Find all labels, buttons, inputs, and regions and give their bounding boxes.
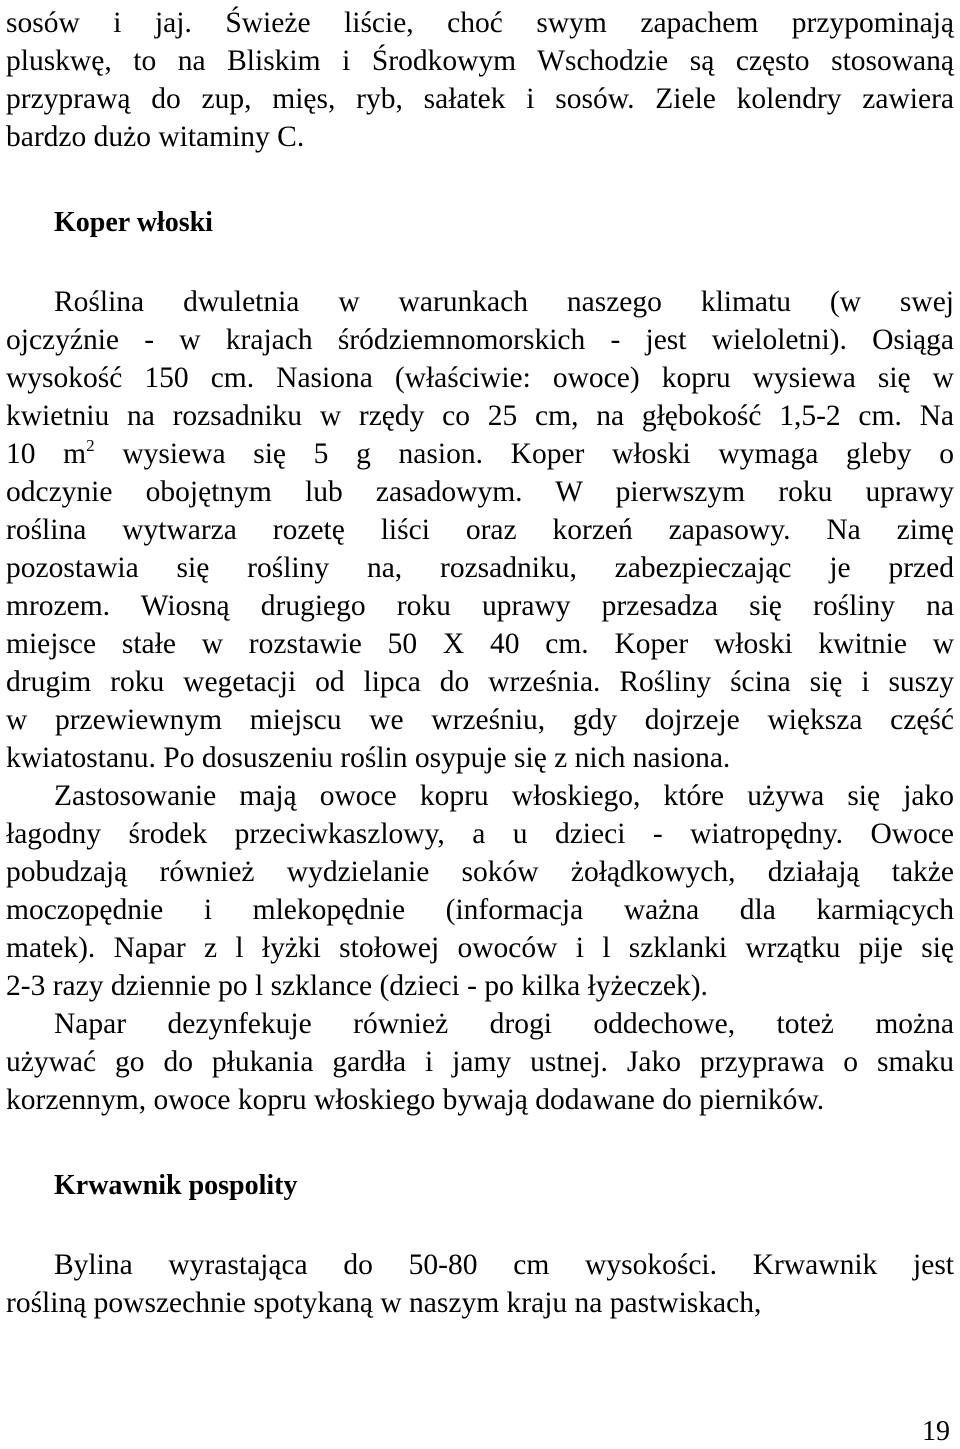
text-line: Roślina dwuletnia w warunkach naszego klimatu (w swej	[54, 286, 954, 318]
page-number: 19	[922, 1416, 950, 1447]
text-line: rośliną powszechnie spotykaną w naszym kraju na pastwiskach,	[6, 1287, 762, 1319]
text-line-with-superscript	[6, 435, 954, 473]
text-line: miejsce stałe w rozstawie 50 X 40 cm. Koper włoski kwitnie w	[6, 628, 954, 660]
document-page	[6, 4, 954, 1322]
text-line: używać go do płukania gardła i jamy ustnej. Jako przyprawa o smaku	[6, 1046, 954, 1078]
text-line: korzennym, owoce kopru włoskiego bywają dodawane do pierników.	[6, 1084, 825, 1116]
section-heading-koper: Koper włoski	[54, 207, 213, 238]
text-line: roślina wytwarza rozetę liści oraz korzeń zapasowy. Na zimę	[6, 514, 954, 546]
text-line: 2-3 razy dziennie po l szklance (dzieci - po kilka łyżeczek).	[6, 970, 708, 1002]
text-line: łagodny środek przeciwkaszlowy, a u dzieci - wiatropędny. Owoce	[6, 818, 954, 850]
text-fragment: wysiewa się 5 g nasion. Koper włoski wymaga gleby o	[94, 438, 954, 470]
text-line: drugim roku wegetacji od lipca do września. Rośliny ścina się i suszy	[6, 666, 954, 698]
text-line: pluskwę, to na Bliskim i Środkowym Wschodzie są często stosowaną	[6, 45, 954, 77]
koper-paragraph-2	[6, 777, 954, 1005]
section-heading-krwawnik: Krwawnik pospolity	[54, 1170, 298, 1201]
koper-paragraph-1	[6, 283, 954, 777]
text-fragment: 10 m	[6, 438, 87, 470]
krwawnik-paragraph-1	[6, 1246, 954, 1322]
koper-paragraph-3	[6, 1005, 954, 1119]
superscript: 2	[86, 436, 95, 455]
text-line: pobudzają również wydzielanie soków żołądkowych, działają także	[6, 856, 954, 888]
text-line: Napar dezynfekuje również drogi oddechowe, toteż można	[54, 1008, 954, 1040]
text-line: pozostawia się rośliny na, rozsadniku, zabezpieczając je przed	[6, 552, 954, 584]
intro-paragraph	[6, 4, 954, 156]
text-line: moczopędnie i mlekopędnie (informacja ważna dla karmiących	[6, 894, 954, 926]
text-line: wysokość 150 cm. Nasiona (właściwie: owoce) kopru wysiewa się w	[6, 362, 954, 394]
text-line: przyprawą do zup, mięs, ryb, sałatek i sosów. Ziele kolendry zawiera	[6, 83, 954, 115]
text-line: w przewiewnym miejscu we wrześniu, gdy dojrzeje większa część	[6, 704, 954, 736]
text-line: bardzo dużo witaminy C.	[6, 121, 305, 153]
text-line: sosów i jaj. Świeże liście, choć swym zapachem przypominają	[6, 7, 954, 39]
text-line: odczynie obojętnym lub zasadowym. W pierwszym roku uprawy	[6, 476, 954, 508]
text-line: matek). Napar z l łyżki stołowej owoców i l szklanki wrzątku pije się	[6, 932, 954, 964]
text-line: Zastosowanie mają owoce kopru włoskiego, które używa się jako	[54, 780, 954, 812]
text-line: kwietniu na rozsadniku w rzędy co 25 cm, na głębokość 1,5-2 cm. Na	[6, 400, 954, 432]
text-line: ojczyźnie - w krajach śródziemnomorskich - jest wieloletni). Osiąga	[6, 324, 954, 356]
text-line: kwiatostanu. Po dosuszeniu roślin osypuje się z nich nasiona.	[6, 742, 731, 774]
text-line: mrozem. Wiosną drugiego roku uprawy przesadza się rośliny na	[6, 590, 954, 622]
text-line: Bylina wyrastająca do 50-80 cm wysokości. Krwawnik jest	[54, 1249, 954, 1281]
